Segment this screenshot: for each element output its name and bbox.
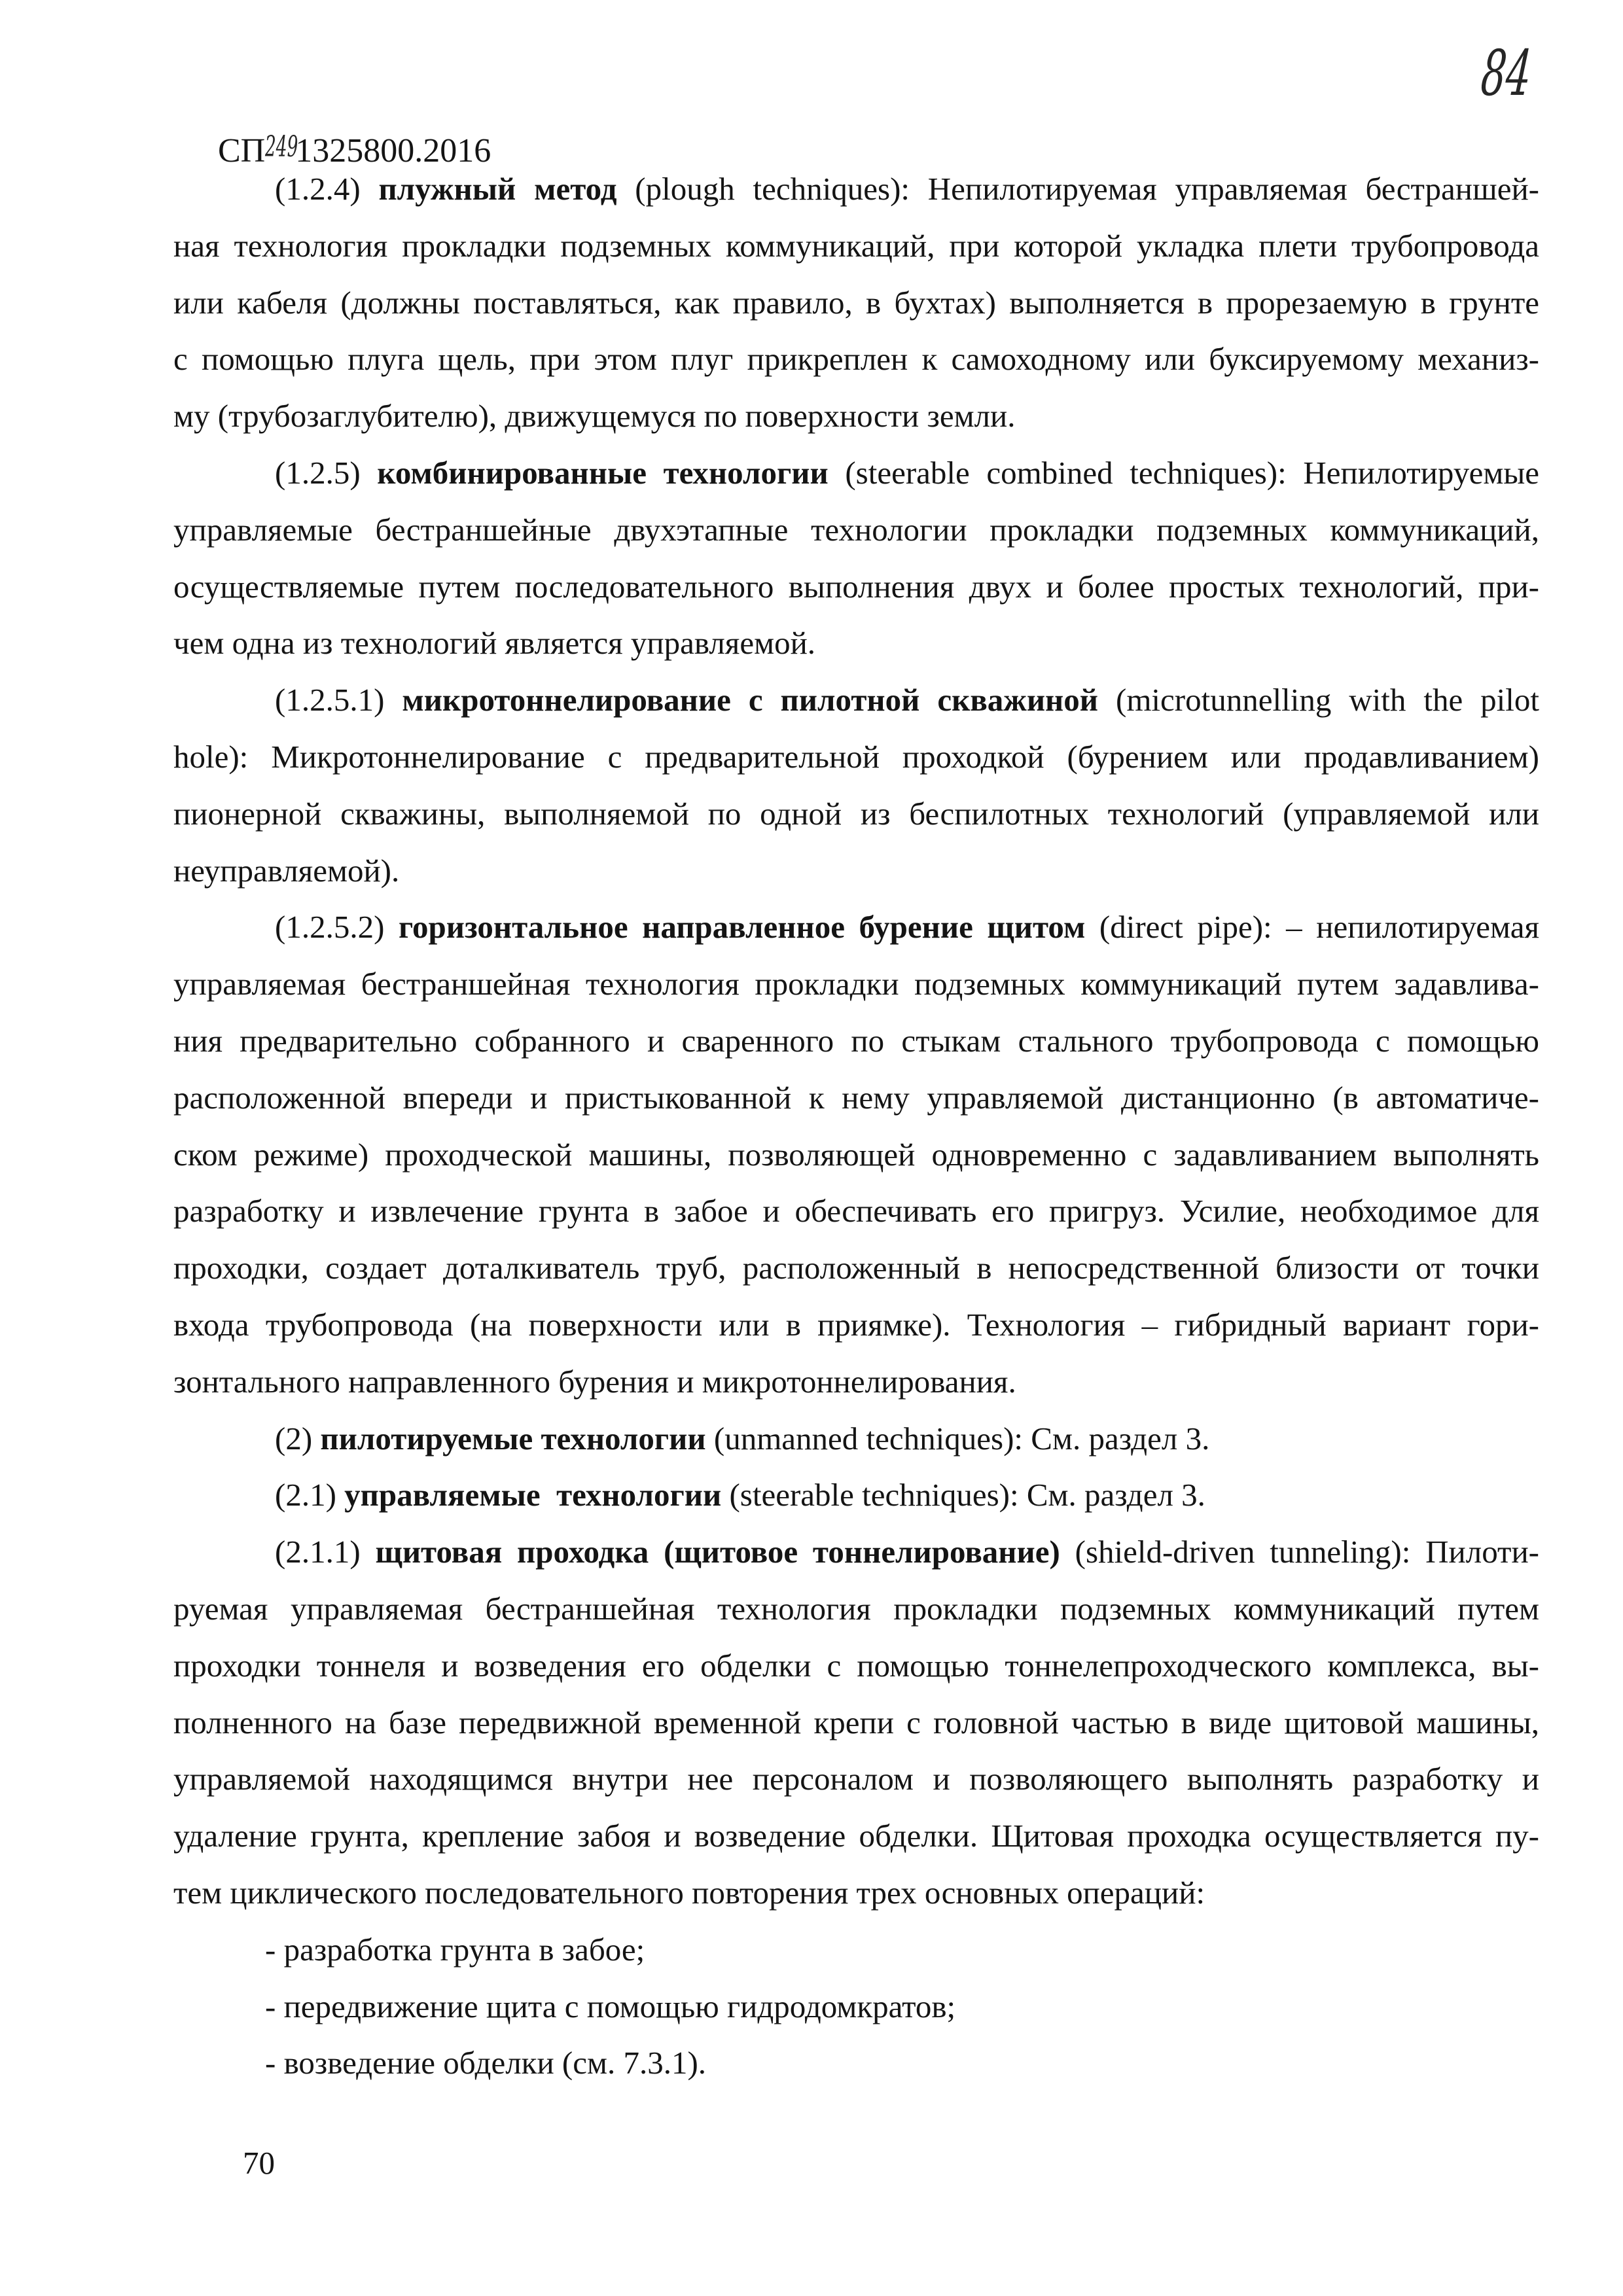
- text-segment: (shield-driven tunneling): Пилоти-: [1075, 1534, 1539, 1570]
- page-number: 70: [243, 2145, 275, 2181]
- clause-number: (1.2.4): [275, 171, 361, 207]
- defined-term: управляемые технологии: [344, 1477, 722, 1513]
- text-segment: (microtunnelling with the pilot: [1116, 682, 1540, 718]
- text-line: неуправляемой).: [173, 852, 400, 889]
- text-line: разработку и извлечение грунта в забое и обеспечивать его пригруз. Усилие, необходимое для: [173, 1193, 1539, 1229]
- text-line: управляемой находящимся внутри нее персоналом и позволяющего выполнять разработку и: [173, 1761, 1539, 1797]
- definition-paragraph: [173, 1467, 1539, 1524]
- text-line: осуществляемые путем последовательного выполнения двух и более простых технологий, при-: [173, 568, 1539, 605]
- text-line: с помощью плуга щель, при этом плуг прикреплен к самоходному или буксируемому механиз-: [173, 341, 1539, 378]
- clause-number: (1.2.5): [275, 454, 361, 491]
- definition-paragraph: [173, 445, 1539, 672]
- text-line: руемая управляемая бестраншейная технология прокладки подземных коммуникаций путем: [173, 1590, 1539, 1627]
- definition-paragraph: [173, 672, 1539, 899]
- text-line: ная технология прокладки подземных коммуникаций, при которой укладка плети трубопровода: [173, 227, 1539, 264]
- text-line: [173, 672, 1539, 729]
- definition-paragraph: [173, 1411, 1539, 1468]
- defined-term: пилотируемые технологии: [320, 1420, 706, 1457]
- text-segment: (steerable combined techniques): Непилотируемые: [845, 454, 1539, 491]
- text-line: [173, 899, 1539, 956]
- list-item: - возведение обделки (см. 7.3.1).: [265, 2045, 707, 2081]
- text-line: [173, 1467, 1539, 1524]
- defined-term: горизонтальное направленное бурение щитом: [398, 909, 1086, 945]
- text-line: чем одна из технологий является управляемой.: [173, 625, 816, 662]
- definition-paragraph: [173, 1524, 1539, 1922]
- text-line: [173, 1524, 1539, 1581]
- definition-paragraph: [173, 161, 1539, 445]
- list-item: - разработка грунта в забое;: [265, 1931, 645, 1968]
- defined-term: плужный метод: [378, 171, 617, 207]
- clause-number: (1.2.5.1): [275, 682, 385, 718]
- text-segment: (steerable techniques): См. раздел 3.: [729, 1477, 1205, 1513]
- text-line: зонтального направленного бурения и микротоннелирования.: [173, 1363, 1016, 1400]
- text-line: hole): Микротоннелирование с предварительной проходкой (бурением или продавливанием): [173, 738, 1539, 775]
- clause-number: (2.1.1): [275, 1534, 361, 1570]
- text-line: полненного на базе передвижной временной крепи с головной частью в виде щитовой машины,: [173, 1704, 1539, 1740]
- clause-number: (2): [275, 1420, 313, 1457]
- handwritten-document-number: 249: [265, 130, 298, 164]
- text-line: тем циклического последовательного повторения трех основных операций:: [173, 1874, 1205, 1911]
- text-line: управляемая бестраншейная технология прокладки подземных коммуникаций путем задавлива-: [173, 966, 1539, 1002]
- defined-term: щитовая проходка (щитовое тоннелирование): [375, 1534, 1060, 1570]
- text-line: проходки тоннеля и возведения его обделки с помощью тоннелепроходческого комплекса, вы-: [173, 1647, 1539, 1684]
- clause-number: (2.1): [275, 1477, 336, 1513]
- document-code-prefix: СП: [218, 132, 266, 169]
- clause-number: (1.2.5.2): [275, 909, 385, 945]
- text-line: управляемые бестраншейные двухэтапные технологии прокладки подземных коммуникаций,: [173, 511, 1539, 548]
- text-line: му (трубозаглубителю), движущемуся по поверхности земли.: [173, 398, 1016, 434]
- text-line: ском режиме) проходческой машины, позволяющей одновременно с задавливанием выполнять: [173, 1136, 1539, 1173]
- operations-list: [173, 1922, 1539, 2092]
- handwritten-page-mark: 84: [1478, 37, 1535, 110]
- text-line: пионерной скважины, выполняемой по одной из беспилотных технологий (управляемой или: [173, 795, 1539, 832]
- text-segment: (plough techniques): Непилотируемая управляемая бестраншей-: [635, 171, 1539, 207]
- text-segment: (direct pipe): – непилотируемая: [1099, 909, 1539, 945]
- text-line: [173, 445, 1539, 502]
- text-line: ния предварительно собранного и сваренного по стыкам стального трубопровода с помощью: [173, 1022, 1539, 1059]
- list-item: - передвижение щита с помощью гидродомкратов;: [265, 1988, 956, 2024]
- text-line: или кабеля (должны поставляться, как правило, в бухтах) выполняется в прорезаемую в грунте: [173, 284, 1539, 321]
- text-line: входа трубопровода (на поверхности или в приямке). Технология – гибридный вариант гори-: [173, 1306, 1539, 1343]
- text-line: [173, 1411, 1539, 1468]
- defined-term: микротоннелирование с пилотной скважиной: [402, 682, 1099, 718]
- text-line: расположенной впереди и пристыкованной к нему управляемой дистанционно (в автоматиче-: [173, 1079, 1539, 1116]
- page-body: [173, 161, 1539, 2092]
- text-line: [173, 161, 1539, 218]
- definition-paragraph: [173, 899, 1539, 1410]
- defined-term: комбинированные технологии: [377, 454, 829, 491]
- text-line: проходки, создает доталкиватель труб, расположенный в непосредственной близости от точки: [173, 1250, 1539, 1286]
- text-line: удаление грунта, крепление забоя и возведение обделки. Щитовая проходка осуществляется пу-: [173, 1818, 1539, 1854]
- document-code-suffix: 1325800.2016: [295, 132, 491, 169]
- text-segment: (unmanned techniques): См. раздел 3.: [713, 1420, 1210, 1457]
